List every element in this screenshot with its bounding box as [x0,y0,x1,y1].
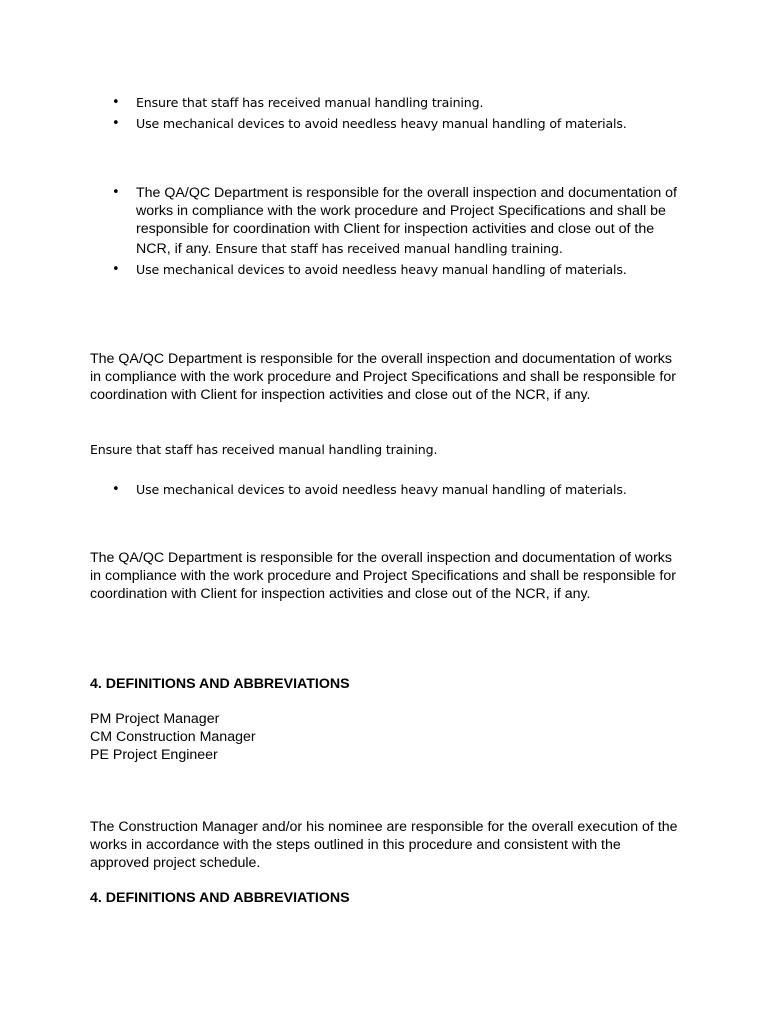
bullet-item: • Ensure that staff has received manual handling training. [90,92,680,113]
bullet-item [90,184,680,259]
section-heading: 4. DEFINITIONS AND ABBREVIATIONS [90,890,350,906]
paragraph-construction-manager: The Construction Manager and/or his nominee are responsible for the overall execution of the works in accordance with the steps outlined in this procedure and consistent with the approved project schedule. [90,819,678,871]
bullet-list-1 [90,92,680,134]
paragraph-training: Ensure that staff has received manual handling training. [90,442,438,457]
bullet-item: • Use mechanical devices to avoid needless heavy manual handling of materials. [90,479,680,500]
bullet-item: • Use mechanical devices to avoid needless heavy manual handling of materials. [90,113,680,134]
abbreviation-cm: CM Construction Manager [90,729,256,745]
section-heading: 4. DEFINITIONS AND ABBREVIATIONS [90,676,350,692]
bullet-list-3 [90,479,680,500]
bullet-text-training: Ensure that staff has received manual handling training. [215,241,563,256]
abbreviation-list [90,710,680,764]
bullet-text-qaqc: The QA/QC Department is responsible for the overall inspection and documentation of works in compliance with the work procedure and Project Specifications and shall be responsible for coordination with Client for inspection activities and close out of the NCR, if any. [136,185,677,257]
bullet-item: • Use mechanical devices to avoid needless heavy manual handling of materials. [90,259,680,280]
abbreviation-pm: PM Project Manager [90,711,220,727]
bullet-list-2 [90,184,680,280]
paragraph-qaqc-2: The QA/QC Department is responsible for the overall inspection and documentation of works in compliance with the work procedure and Project Specifications and shall be responsible for coordination with Client for inspection activities and close out of the NCR, if any. [90,550,676,602]
paragraph-qaqc-1: The QA/QC Department is responsible for the overall inspection and documentation of works in compliance with the work procedure and Project Specifications and shall be responsible for coordination with Client for inspection activities and close out of the NCR, if any. [90,351,676,403]
abbreviation-pe: PE Project Engineer [90,747,218,763]
